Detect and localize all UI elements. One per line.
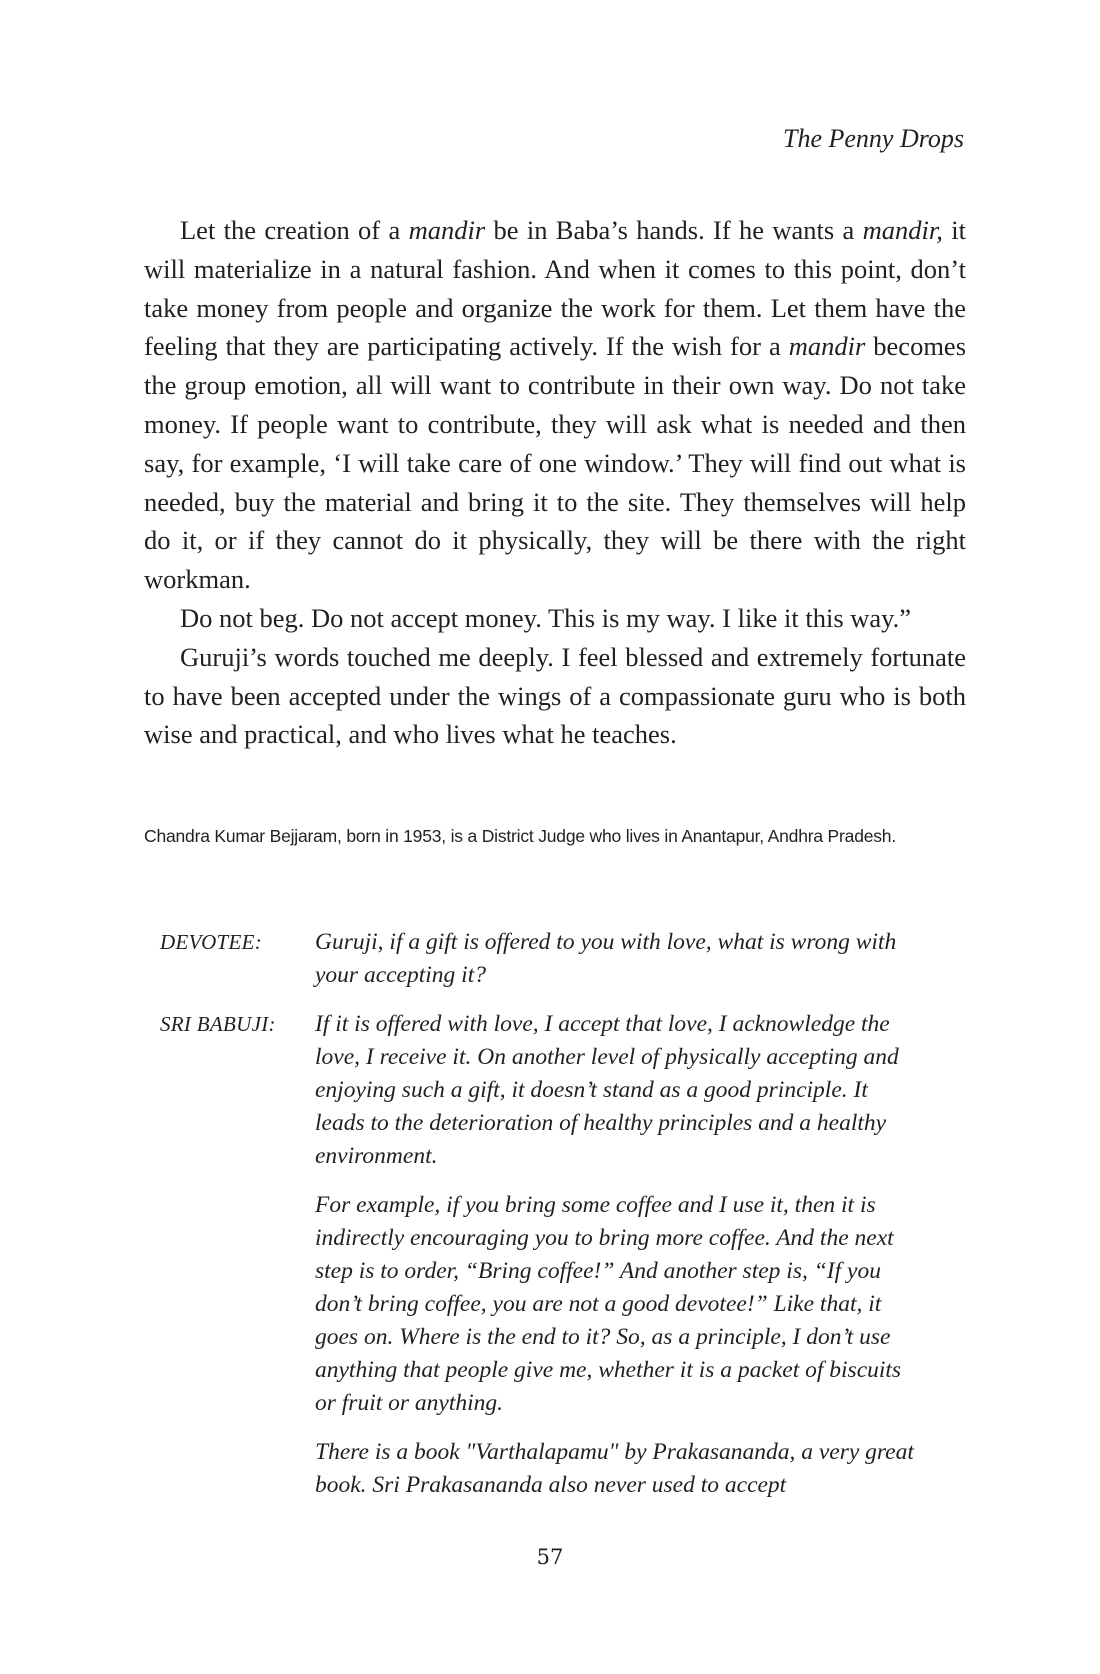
author-bio: Chandra Kumar Bejjaram, born in 1953, is a District Judge who lives in Anantapur, Andhra Pradesh.	[144, 826, 897, 846]
speech-paragraph: Guruji, if a gift is offered to you with love, what is wrong with your accepting it?	[315, 929, 897, 988]
text-segment: Do not beg. Do not accept money. This is my way. I like it this way.”	[180, 602, 912, 633]
page-number: 57	[536, 1545, 564, 1569]
dialogue-entry	[160, 1008, 920, 1502]
italic-term: mandir	[408, 215, 486, 245]
speech-paragraph: There is a book "Varthalapamu" by Prakasananda, a very great book. Sri Prakasananda also never used to accept	[315, 1439, 914, 1498]
italic-term: mandir,	[862, 215, 943, 245]
text-segment: it will materialize in a natural fashion. And when it comes to this point, don’t take money from people and organize the work for them. Let them have the feeling that they are participating actively. If the wish for a	[144, 215, 966, 362]
speaker-label: SRI BABUJI:	[160, 1012, 276, 1036]
dialogue-entry	[160, 926, 920, 992]
speech-paragraph: If it is offered with love, I accept that love, I acknowledge the love, I receive it. On another level of physically accepting and enjoying such a gift, it doesn’t stand as a good principle. It leads to the deterioration of healthy principles and a healthy environment.	[315, 1011, 899, 1169]
dialogue-section	[160, 926, 920, 1518]
text-segment: Guruji’s words touched me deeply. I feel blessed and extremely fortunate to have been accepted under the wings of a compassionate guru who is both wise and practical, and who lives what he teaches.	[144, 641, 966, 750]
text-segment: Let the creation of a	[180, 215, 409, 245]
speech	[315, 926, 915, 992]
running-header-title: The Penny Drops	[782, 124, 964, 153]
italic-term: mandir	[788, 331, 866, 362]
body-paragraph	[144, 638, 966, 754]
text-segment: becomes the group emotion, all will want to contribute in their own way. Do not take money. If people want to contribute, they will ask what is needed and then say, for example, ‘I will take care of one window.’ They will find out what is needed, buy the material and bring it to the site. They themselves will help do it, or if they cannot do it physically, they will be there with the right workman.	[144, 331, 967, 595]
body-text	[144, 211, 966, 754]
body-paragraph	[144, 211, 966, 599]
speaker-label: DEVOTEE:	[160, 930, 263, 954]
text-segment: be in Baba’s hands. If he wants a	[485, 215, 863, 245]
body-paragraph	[144, 599, 966, 638]
speech-paragraph: For example, if you bring some coffee and I use it, then it is indirectly encouraging you to bring more coffee. And the next step is to order, “Bring coffee!” And another step is, “If you don’t bring coffee, you are not a good devotee!” Like that, it goes on. Where is the end to it? So, as a principle, I don’t use anything that people give me, whether it is a packet of biscuits or fruit or anything.	[315, 1192, 902, 1416]
speech	[315, 1008, 915, 1502]
